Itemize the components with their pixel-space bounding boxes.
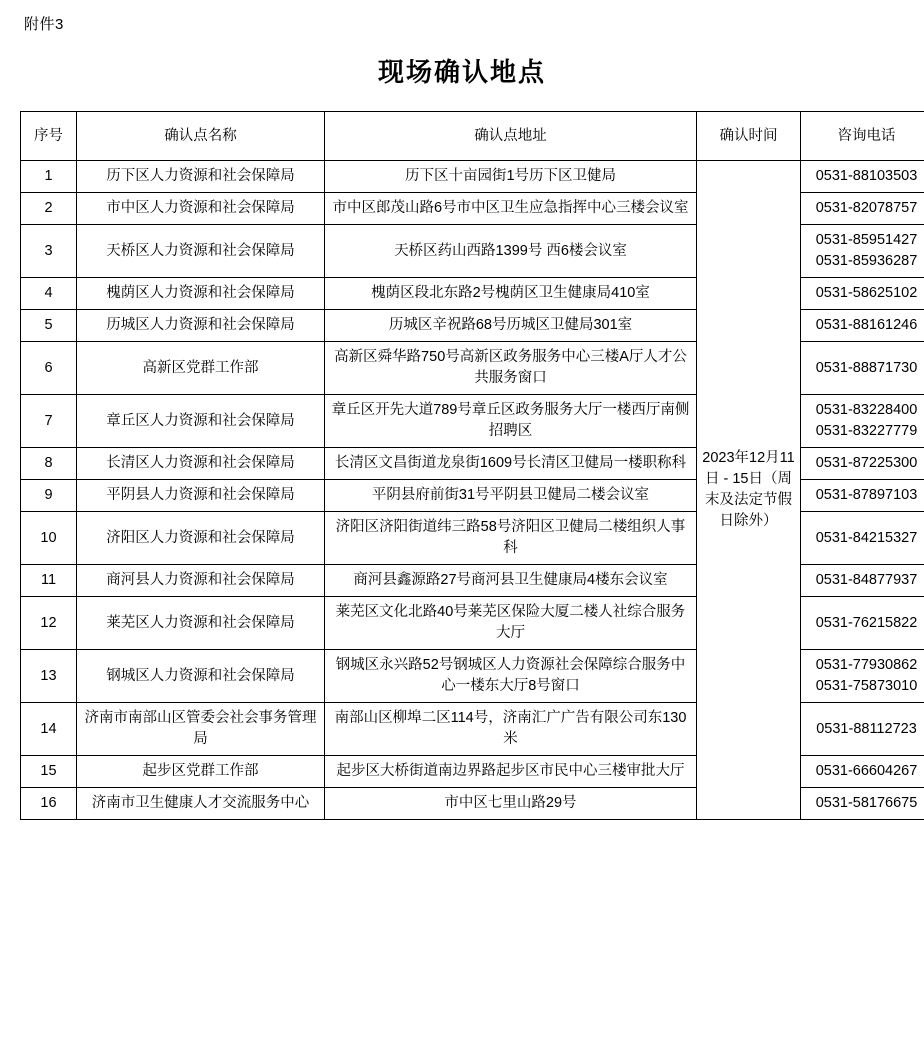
cell-seq: 5 — [21, 310, 77, 342]
cell-seq: 9 — [21, 480, 77, 512]
phone-number: 0531-84215327 — [815, 529, 918, 546]
cell-site-address: 市中区郎茂山路6号市中区卫生应急指挥中心三楼会议室 — [325, 193, 697, 225]
page-title: 现场确认地点 — [377, 57, 546, 87]
cell-phone — [801, 278, 924, 310]
cell-site-name: 平阴县人力资源和社会保障局 — [77, 480, 325, 512]
cell-site-address: 商河县鑫源路27号商河县卫生健康局4楼东会议室 — [325, 565, 697, 597]
cell-site-address: 起步区大桥街道南边界路起步区市民中心三楼审批大厅 — [325, 756, 697, 788]
cell-site-address: 历下区十亩园街1号历下区卫健局 — [325, 161, 697, 193]
column-header-name: 确认点名称 — [77, 112, 325, 161]
cell-phone — [801, 597, 924, 650]
cell-confirm-time: 2023年12月11日 - 15日（周末及法定节假日除外） — [697, 161, 801, 820]
cell-phone — [801, 342, 924, 395]
cell-site-address: 市中区七里山路29号 — [325, 788, 697, 820]
phone-number: 0531-83227779 — [815, 423, 918, 439]
phone-number: 0531-75873010 — [815, 678, 918, 694]
column-header-time: 确认时间 — [697, 112, 801, 161]
table-row — [21, 161, 924, 193]
column-header-seq: 序号 — [21, 112, 77, 161]
cell-phone — [801, 310, 924, 342]
cell-seq: 16 — [21, 788, 77, 820]
cell-phone — [801, 395, 924, 448]
cell-site-name: 莱芜区人力资源和社会保障局 — [77, 597, 325, 650]
column-header-address: 确认点地址 — [325, 112, 697, 161]
cell-phone — [801, 448, 924, 480]
cell-site-address: 章丘区开先大道789号章丘区政务服务大厅一楼西厅南侧招聘区 — [325, 395, 697, 448]
cell-site-address: 长清区文昌街道龙泉街1609号长清区卫健局一楼职称科 — [325, 448, 697, 480]
cell-site-name: 天桥区人力资源和社会保障局 — [77, 225, 325, 278]
cell-seq: 11 — [21, 565, 77, 597]
phone-number: 0531-66604267 — [815, 763, 918, 779]
phone-number: 0531-87897103 — [815, 487, 918, 503]
cell-phone — [801, 193, 924, 225]
cell-site-name: 章丘区人力资源和社会保障局 — [77, 395, 325, 448]
cell-phone — [801, 565, 924, 597]
cell-site-name: 起步区党群工作部 — [77, 756, 325, 788]
cell-seq: 6 — [21, 342, 77, 395]
phone-number: 0531-77930862 — [815, 657, 918, 673]
phone-number: 0531-85936287 — [815, 253, 918, 269]
cell-seq: 8 — [21, 448, 77, 480]
cell-seq: 13 — [21, 650, 77, 703]
attachment-label: 附件3 — [24, 16, 64, 33]
cell-phone — [801, 788, 924, 820]
phone-number: 0531-88103503 — [815, 168, 918, 184]
cell-seq: 10 — [21, 512, 77, 565]
phone-number: 0531-58176675 — [815, 795, 918, 811]
phone-number: 0531-88161246 — [815, 317, 918, 333]
cell-phone — [801, 161, 924, 193]
table-header-row — [21, 112, 924, 161]
cell-phone — [801, 480, 924, 512]
cell-site-address: 济阳区济阳街道纬三路58号济阳区卫健局二楼组织人事科 — [325, 512, 697, 565]
cell-site-name: 商河县人力资源和社会保障局 — [77, 565, 325, 597]
phone-number: 0531-83228400 — [815, 402, 918, 418]
cell-site-address: 历城区辛祝路68号历城区卫健局301室 — [325, 310, 697, 342]
cell-site-address: 天桥区药山西路1399号 西6楼会议室 — [325, 225, 697, 278]
cell-seq: 7 — [21, 395, 77, 448]
cell-site-name: 历城区人力资源和社会保障局 — [77, 310, 325, 342]
cell-site-name: 长清区人力资源和社会保障局 — [77, 448, 325, 480]
cell-site-address: 槐荫区段北东路2号槐荫区卫生健康局410室 — [325, 278, 697, 310]
cell-phone — [801, 756, 924, 788]
cell-seq: 1 — [21, 161, 77, 193]
cell-seq: 12 — [21, 597, 77, 650]
cell-seq: 15 — [21, 756, 77, 788]
phone-number: 0531-58625102 — [815, 285, 918, 301]
phone-number: 0531-87225300 — [815, 455, 918, 471]
phone-number: 0531-84877937 — [815, 572, 918, 588]
column-header-phone: 咨询电话 — [801, 112, 924, 161]
cell-site-name: 高新区党群工作部 — [77, 342, 325, 395]
cell-site-name: 市中区人力资源和社会保障局 — [77, 193, 325, 225]
cell-site-address: 高新区舜华路750号高新区政务服务中心三楼A厅人才公共服务窗口 — [325, 342, 697, 395]
cell-site-name: 济阳区人力资源和社会保障局 — [77, 512, 325, 565]
phone-number: 0531-88112723 — [816, 720, 917, 737]
phone-number: 0531-88871730 — [815, 359, 918, 376]
cell-site-name: 槐荫区人力资源和社会保障局 — [77, 278, 325, 310]
cell-site-name: 历下区人力资源和社会保障局 — [77, 161, 325, 193]
confirmation-sites-table — [20, 111, 924, 820]
cell-site-name: 钢城区人力资源和社会保障局 — [77, 650, 325, 703]
cell-seq: 14 — [21, 703, 77, 756]
cell-site-name: 济南市南部山区管委会社会事务管理局 — [77, 703, 325, 756]
cell-phone — [801, 225, 924, 278]
cell-site-address: 南部山区柳埠二区114号，济南汇广广告有限公司东130米 — [325, 703, 697, 756]
phone-number: 0531-85951427 — [815, 232, 918, 248]
cell-seq: 4 — [21, 278, 77, 310]
cell-phone — [801, 650, 924, 703]
cell-phone — [801, 703, 924, 756]
phone-number: 0531-76215822 — [815, 614, 918, 631]
cell-seq: 2 — [21, 193, 77, 225]
cell-site-address: 莱芜区文化北路40号莱芜区保险大厦二楼人社综合服务大厅 — [325, 597, 697, 650]
cell-site-name: 济南市卫生健康人才交流服务中心 — [77, 788, 325, 820]
cell-seq: 3 — [21, 225, 77, 278]
cell-site-address: 平阴县府前街31号平阴县卫健局二楼会议室 — [325, 480, 697, 512]
cell-site-address: 钢城区永兴路52号钢城区人力资源社会保障综合服务中心一楼东大厅8号窗口 — [325, 650, 697, 703]
phone-number: 0531-82078757 — [815, 200, 918, 216]
cell-phone — [801, 512, 924, 565]
